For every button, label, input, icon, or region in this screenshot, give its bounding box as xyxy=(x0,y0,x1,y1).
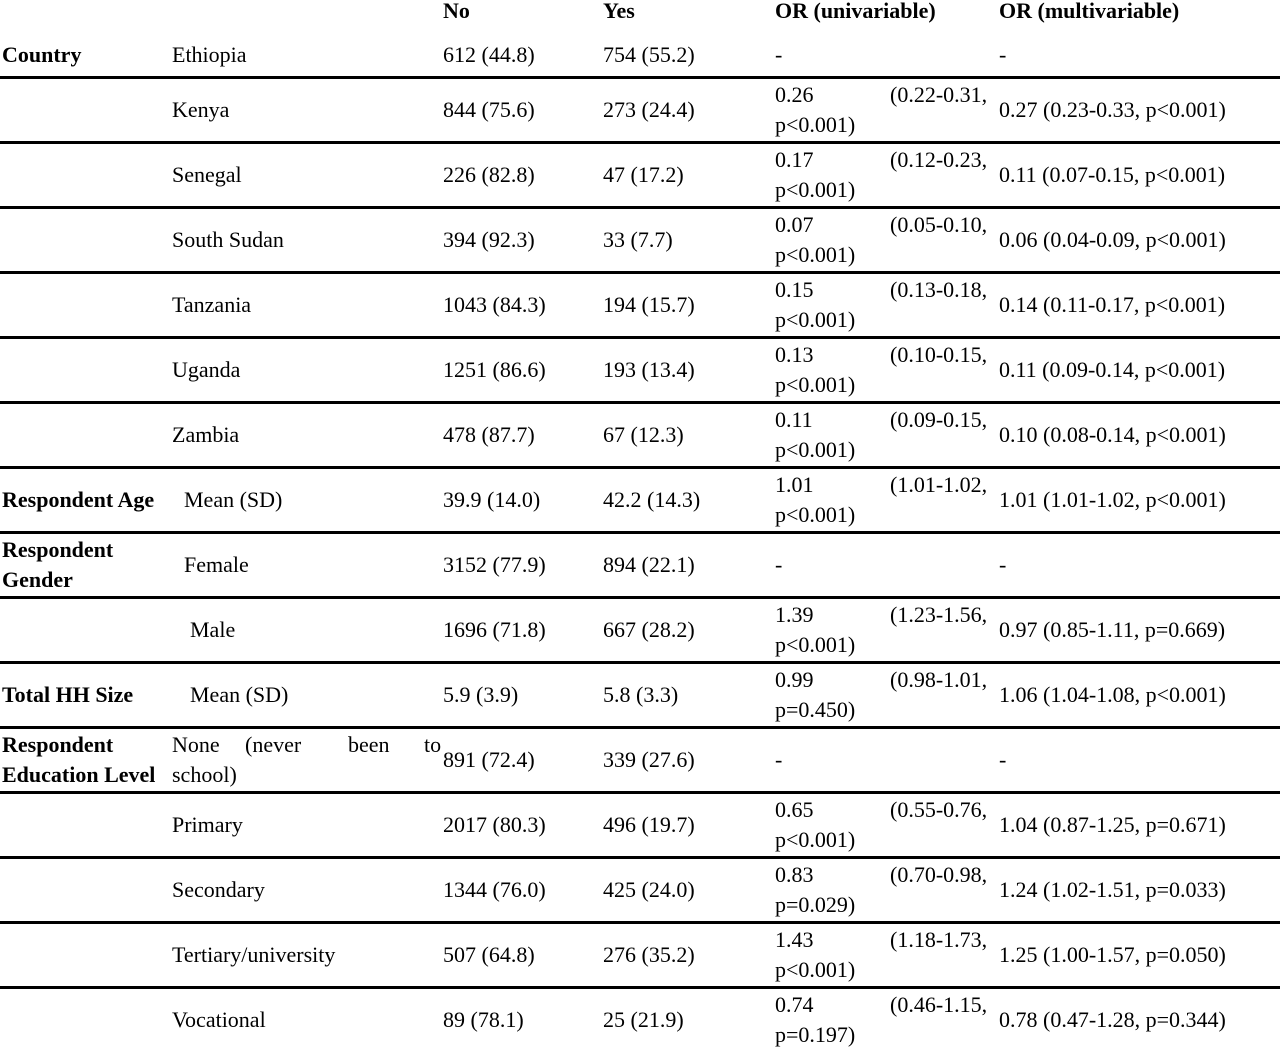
level-label: Zambia xyxy=(172,422,240,447)
count-no: 1344 (76.0) xyxy=(443,877,546,902)
or-univariable-ci: (0.13-0.18, xyxy=(890,277,988,302)
or-multivariable: - xyxy=(999,747,1007,772)
or-multivariable: 1.04 (0.87-1.25, p=0.671) xyxy=(999,812,1226,837)
or-univariable-p: p<0.001) xyxy=(775,242,856,267)
or-univariable-value: 0.65 xyxy=(775,797,814,822)
count-yes: 193 (13.4) xyxy=(603,357,695,382)
row-rule xyxy=(0,206,1280,209)
or-univariable-value: 0.99 xyxy=(775,667,814,692)
level-label: Senegal xyxy=(172,162,242,187)
count-no: 1696 (71.8) xyxy=(443,617,546,642)
group-label: Respondent Age xyxy=(2,487,155,512)
count-no: 226 (82.8) xyxy=(443,162,535,187)
row-rule xyxy=(0,596,1280,599)
or-univariable-p: p<0.001) xyxy=(775,307,856,332)
count-no: 507 (64.8) xyxy=(443,942,535,967)
row-rule xyxy=(0,271,1280,274)
or-multivariable: 0.11 (0.09-0.14, p<0.001) xyxy=(999,357,1226,382)
or-univariable-value: 0.07 xyxy=(775,212,814,237)
or-univariable-p: p<0.001) xyxy=(775,957,856,982)
or-univariable-p: p<0.001) xyxy=(775,177,856,202)
count-yes: 25 (21.9) xyxy=(603,1007,684,1032)
count-no: 891 (72.4) xyxy=(443,747,535,772)
count-no: 3152 (77.9) xyxy=(443,552,546,577)
level-label: Tertiary/university xyxy=(172,942,336,967)
or-multivariable: 0.10 (0.08-0.14, p<0.001) xyxy=(999,422,1226,447)
level-label-word: None xyxy=(172,732,220,757)
count-yes: 496 (19.7) xyxy=(603,812,695,837)
row-rule xyxy=(0,661,1280,664)
count-no: 394 (92.3) xyxy=(443,227,535,252)
or-univariable-ci: (0.05-0.10, xyxy=(890,212,988,237)
or-univariable-ci: (0.98-1.01, xyxy=(890,667,988,692)
count-yes: 33 (7.7) xyxy=(603,227,673,252)
or-univariable-value: 0.17 xyxy=(775,147,814,172)
level-label: Secondary xyxy=(172,877,265,902)
level-label: Vocational xyxy=(172,1007,266,1032)
group-label-line1: Respondent xyxy=(2,732,114,757)
or-univariable-value: 0.83 xyxy=(775,862,814,887)
count-no: 1043 (84.3) xyxy=(443,292,546,317)
row-rule xyxy=(0,336,1280,339)
count-yes: 194 (15.7) xyxy=(603,292,695,317)
count-yes: 339 (27.6) xyxy=(603,747,695,772)
or-multivariable: 0.27 (0.23-0.33, p<0.001) xyxy=(999,97,1226,122)
or-multivariable: - xyxy=(999,552,1007,577)
count-yes: 5.8 (3.3) xyxy=(603,682,679,707)
or-univariable-p: p=0.029) xyxy=(775,892,856,917)
group-label-line2: Education Level xyxy=(2,762,156,787)
or-univariable-ref: - xyxy=(775,747,783,772)
level-label: Primary xyxy=(172,812,243,837)
or-univariable-ci: (0.10-0.15, xyxy=(890,342,988,367)
row-rule xyxy=(0,141,1280,144)
or-multivariable: 0.97 (0.85-1.11, p=0.669) xyxy=(999,617,1226,642)
or-univariable-value: 0.26 xyxy=(775,82,814,107)
group-label-line2: Gender xyxy=(2,567,73,592)
level-label: Kenya xyxy=(172,97,230,122)
level-label: South Sudan xyxy=(172,227,284,252)
count-yes: 667 (28.2) xyxy=(603,617,695,642)
or-univariable-p: p=0.197) xyxy=(775,1022,856,1047)
count-yes: 67 (12.3) xyxy=(603,422,684,447)
count-no: 1251 (86.6) xyxy=(443,357,546,382)
or-univariable-value: 1.43 xyxy=(775,927,814,952)
or-univariable-value: 1.39 xyxy=(775,602,814,627)
level-label: Ethiopia xyxy=(172,42,247,67)
count-yes: 273 (24.4) xyxy=(603,97,695,122)
or-multivariable: 0.11 (0.07-0.15, p<0.001) xyxy=(999,162,1226,187)
or-univariable-value: 0.11 xyxy=(775,407,813,432)
or-univariable-p: p<0.001) xyxy=(775,502,856,527)
count-yes: 42.2 (14.3) xyxy=(603,487,701,512)
level-label: Female xyxy=(184,552,249,577)
count-no: 478 (87.7) xyxy=(443,422,535,447)
or-univariable-ci: (0.09-0.15, xyxy=(890,407,988,432)
level-label-word: been xyxy=(348,732,390,757)
row-rule xyxy=(0,401,1280,404)
or-multivariable: 0.06 (0.04-0.09, p<0.001) xyxy=(999,227,1226,252)
or-univariable-ci: (0.46-1.15, xyxy=(890,992,988,1017)
header-yes: Yes xyxy=(603,0,635,23)
level-label-word: to xyxy=(424,732,442,757)
group-label-line1: Respondent xyxy=(2,537,114,562)
or-univariable-ci: (0.70-0.98, xyxy=(890,862,988,887)
or-multivariable: 1.01 (1.01-1.02, p<0.001) xyxy=(999,487,1226,512)
or-univariable-value: 0.74 xyxy=(775,992,814,1017)
row-rule xyxy=(0,76,1280,79)
count-no: 612 (44.8) xyxy=(443,42,535,67)
header-or-univariable: OR (univariable) xyxy=(775,0,936,23)
or-multivariable: 1.25 (1.00-1.57, p=0.050) xyxy=(999,942,1226,967)
count-no: 5.9 (3.9) xyxy=(443,682,519,707)
level-label-line2: school) xyxy=(172,762,237,787)
group-label: Country xyxy=(2,42,82,67)
count-no: 39.9 (14.0) xyxy=(443,487,541,512)
or-univariable-ci: (0.12-0.23, xyxy=(890,147,988,172)
or-multivariable: 0.14 (0.11-0.17, p<0.001) xyxy=(999,292,1226,317)
header-or-multivariable: OR (multivariable) xyxy=(999,0,1180,23)
or-univariable-value: 0.15 xyxy=(775,277,814,302)
header-no: No xyxy=(443,0,470,23)
or-univariable-ci: (0.22-0.31, xyxy=(890,82,988,107)
or-univariable-value: 1.01 xyxy=(775,472,814,497)
or-univariable-p: p<0.001) xyxy=(775,437,856,462)
count-yes: 276 (35.2) xyxy=(603,942,695,967)
count-yes: 894 (22.1) xyxy=(603,552,695,577)
count-yes: 425 (24.0) xyxy=(603,877,695,902)
or-multivariable: - xyxy=(999,42,1007,67)
level-label: Mean (SD) xyxy=(184,487,283,512)
level-label: Mean (SD) xyxy=(190,682,289,707)
or-multivariable: 1.06 (1.04-1.08, p<0.001) xyxy=(999,682,1226,707)
level-label: Uganda xyxy=(172,357,241,382)
count-no: 89 (78.1) xyxy=(443,1007,524,1032)
level-label: Tanzania xyxy=(172,292,252,317)
group-label: Total HH Size xyxy=(2,682,134,707)
row-rule xyxy=(0,921,1280,924)
or-univariable-ref: - xyxy=(775,42,783,67)
or-univariable-p: p=0.450) xyxy=(775,697,856,722)
level-label-word: (never xyxy=(245,732,302,757)
level-label: Male xyxy=(190,617,236,642)
or-multivariable: 0.78 (0.47-1.28, p=0.344) xyxy=(999,1007,1226,1032)
or-univariable-ci: (1.01-1.02, xyxy=(890,472,988,497)
count-no: 2017 (80.3) xyxy=(443,812,546,837)
row-rule xyxy=(0,856,1280,859)
or-multivariable: 1.24 (1.02-1.51, p=0.033) xyxy=(999,877,1226,902)
row-rule xyxy=(0,791,1280,794)
or-univariable-ci: (1.18-1.73, xyxy=(890,927,988,952)
row-rule xyxy=(0,466,1280,469)
row-rule xyxy=(0,986,1280,989)
row-rule xyxy=(0,531,1280,534)
or-univariable-ci: (0.55-0.76, xyxy=(890,797,988,822)
count-yes: 47 (17.2) xyxy=(603,162,684,187)
or-univariable-ref: - xyxy=(775,552,783,577)
or-univariable-value: 0.13 xyxy=(775,342,814,367)
row-rule xyxy=(0,726,1280,729)
or-univariable-p: p<0.001) xyxy=(775,827,856,852)
or-univariable-p: p<0.001) xyxy=(775,112,856,137)
or-univariable-ci: (1.23-1.56, xyxy=(890,602,988,627)
or-univariable-p: p<0.001) xyxy=(775,632,856,657)
or-univariable-p: p<0.001) xyxy=(775,372,856,397)
count-yes: 754 (55.2) xyxy=(603,42,695,67)
count-no: 844 (75.6) xyxy=(443,97,535,122)
